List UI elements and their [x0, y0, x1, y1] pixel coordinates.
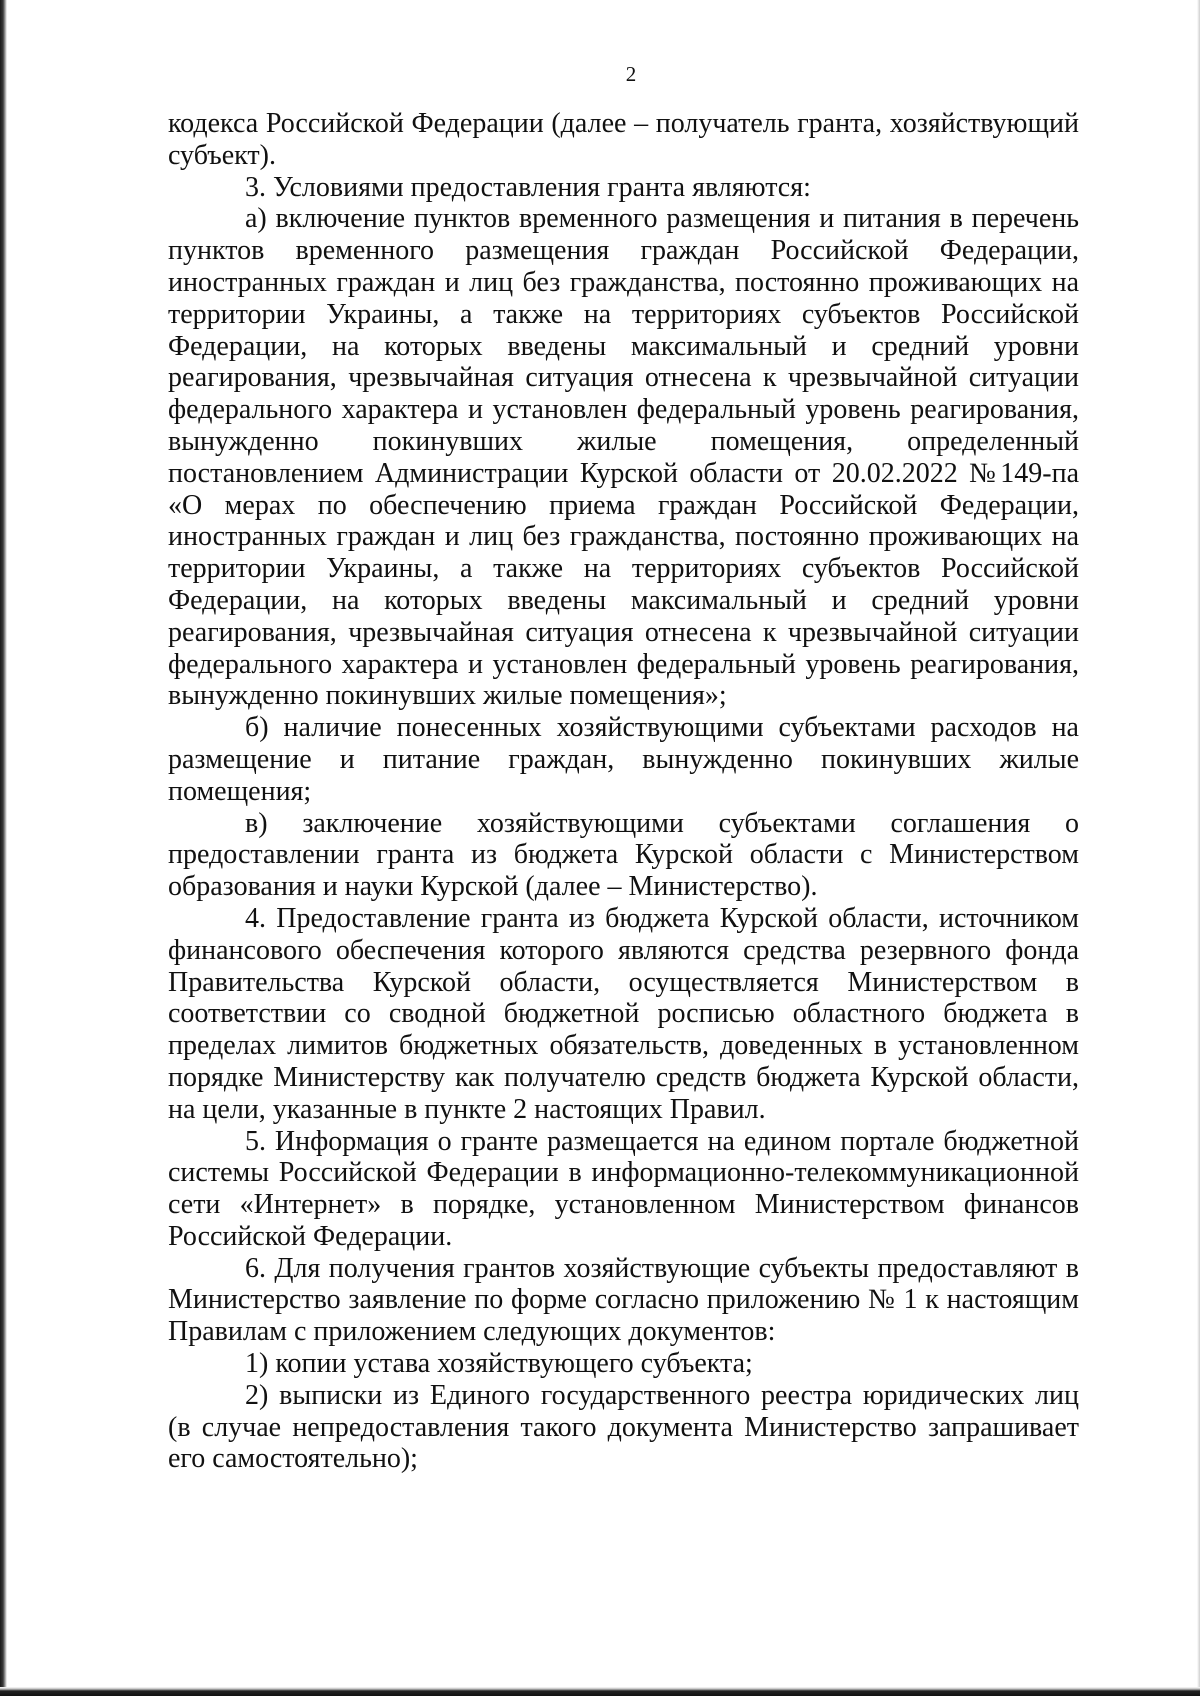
paragraph-clause-3v: в) заключение хозяйствующими субъектами соглашения о предоставлении гранта из бюджета Курской области с Министерством образования и науки Курской (далее – Министерство). [168, 807, 1079, 903]
paragraph-clause-5: 5. Информация о гранте размещается на едином портале бюджетной системы Российской Федерации в информационно-телекоммуникационной сети «Интернет» в порядке, установленном Министерством финансов Российской Федерации. [168, 1125, 1079, 1252]
paragraph-clause-3b: б) наличие понесенных хозяйствующими субъектами расходов на размещение и питание граждан, вынужденно покинувших жилые помещения; [168, 712, 1079, 807]
paragraph-clause-6-1: 1) копии устава хозяйствующего субъекта; [245, 1348, 753, 1380]
paragraph-clause-6: 6. Для получения грантов хозяйствующие субъекты предоставляют в Министерство заявление по форме согласно приложению № 1 к настоящим Правилам с приложением следующих документов: [168, 1252, 1079, 1348]
paragraph-continuation: кодекса Российской Федерации (далее – получатель гранта, хозяйствующий субъект). [168, 108, 1079, 171]
scan-edge-bottom [0, 1687, 1200, 1696]
scan-edge-left [0, 0, 7, 1696]
document-body [168, 108, 1079, 1475]
paragraph-clause-4: 4. Предоставление гранта из бюджета Курской области, источником финансового обеспечения которого являются средства резервного фонда Правительства Курской области, осуществляется Министерством в соответствии со сводной бюджетной росписью областного бюджета в пределах лимитов бюджетных обязательств, доведенных в установленном порядке Министерству как получателю средств бюджета Курской области, на цели, указанные в пункте 2 настоящих Правил. [168, 902, 1079, 1125]
paragraph-clause-3a: а) включение пунктов временного размещения и питания в перечень пунктов временного размещения граждан Российской Федерации, иностранных граждан и лиц без гражданства, постоянно проживающих на территории Украины, а также на территориях субъектов Российской Федерации, на которых введены максимальный и средний уровни реагирования, чрезвычайная ситуация отнесена к чрезвычайной ситуации федерального характера и установлен федеральный уровень реагирования, вынужденно покинувших жилые помещения, определенный постановлением Администрации Курской области от 20.02.2022 №149-па «О мерах по обеспечению приема граждан Российской Федерации, иностранных граждан и лиц без гражданства, постоянно проживающих на территории Украины, а также на территориях субъектов Российской Федерации, на которых введены максимальный и средний уровни реагирования, чрезвычайная ситуация отнесена к чрезвычайной ситуации федерального характера и установлен федеральный уровень реагирования, вынужденно покинувших жилые помещения»; [168, 203, 1079, 712]
paragraph-clause-3: 3. Условиями предоставления гранта являются: [245, 171, 811, 203]
page-number: 2 [625, 62, 637, 86]
paragraph-clause-6-2: 2) выписки из Единого государственного реестра юридических лиц (в случае непредоставления такого документа Министерство запрашивает его самостоятельно); [168, 1379, 1079, 1475]
